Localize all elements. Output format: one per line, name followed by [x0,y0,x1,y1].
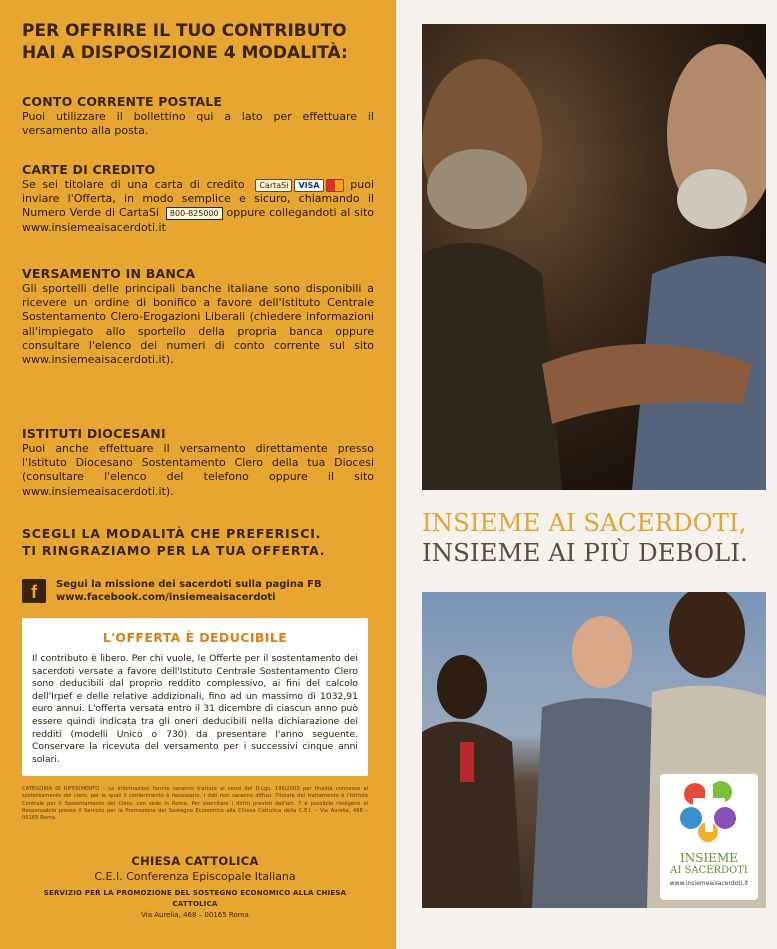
tagline [22,525,382,559]
deductible-title: L'OFFERTA È DEDUCIBILE [102,630,288,645]
org-subtitle: C.E.I. Conferenza Episcopale Italiana [94,870,296,883]
tagline-line2: TI RINGRAZIAMO PER LA TUA OFFERTA. [22,543,326,558]
logo-subtitle: AI SACERDOTI [670,865,748,876]
section-diocesan [22,426,374,499]
section-bank [22,266,374,367]
section-credit-card-body [22,178,374,235]
tagline-line1: SCEGLI LA MODALITÀ CHE PREFERISCI. [22,526,322,541]
facebook-link[interactable]: www.facebook.com/insiemeaisacerdoti [56,592,276,603]
numero-verde-badge: 800-825000 [166,207,223,220]
deductible-body: Il contributo è libero. Per chi vuole, le Offerte per il sostentamento dei sacerdoti versate a favore dell'Istituto Centrale Sostentamento Clero sono deducibili dal proprio reddito complessivo, ai fini del calcolo dell'Irpef e delle relative addizionali, fino ad un massimo di 1032,91 euro annui. L'offerta versata entro il 31 dicembre di ciascun anno può essere quindi indicata tra gli oneri deducibili nella dichiarazione dei redditi (modelli Unico o 730) da presentare l'anno seguente. Conservare la ricevuta del versamento per i successivi cinque anni solari. [32,653,358,765]
facebook-row[interactable] [22,578,362,604]
main-heading-line1: PER OFFRIRE IL TUO CONTRIBUTO [22,21,347,41]
facebook-text [56,578,322,604]
slogan-line1: INSIEME AI SACERDOTI, [422,508,747,537]
section-postal-body: Puoi utilizzare il bollettino qui a lato per effettuare il versamento alla posta. [22,110,374,138]
right-panel [400,0,777,949]
section-postal [22,94,374,138]
slogan [422,508,772,568]
mastercard-logo [326,179,344,192]
card-logos [255,179,343,192]
org-address: Via Aurelia, 468 – 00165 Roma [141,911,249,919]
hands-cross-icon [677,774,741,844]
main-heading-line2: HAI A DISPOSIZIONE 4 MODALITÀ: [22,43,348,63]
org-name: CHIESA CATTOLICA [131,854,259,868]
main-heading [22,20,382,64]
photo-priest-with-youths [422,592,766,908]
credit-card-text-3: oppure collegandoti al sito www.insiemeaisacerdoti.it [22,206,374,234]
section-postal-title: CONTO CORRENTE POSTALE [22,94,223,109]
fineprint: CATEGORIA DI RIFERIMENTO – Le informazioni fornite saranno trattate ai sensi del D.Lgs. 196/2003 per finalità connesse al sostentamento del clero, per le quali il conferimento è necessario. I dati non saranno diffusi. Titolare del trattamento è l'Istituto Centrale per il Sostentamento del Clero, con sede in Roma. Per esercitare i diritti previsti dall'art. 7 è possibile rivolgersi al Responsabile presso il Servizio per la Promozione del Sostegno Economico alla Chiesa Cattolica della C.E.I. – Via Aurelia, 468 – 00165 Roma. [22,786,368,822]
credit-card-text-2: puoi inviare l'Offerta, in modo semplice e sicuro, chiamando il Numero Verde di CartaSi [22,178,375,220]
section-diocesan-body: Puoi anche effettuare il versamento direttamente presso l'Istituto Diocesano Sostentamento Clero della tua Diocesi (consultare l'elenco del telefono oppure il sito www.insiemeaisacerdoti.it). [22,442,374,498]
org-service: SERVIZIO PER LA PROMOZIONE DEL SOSTEGNO ECONOMICO ALLA CHIESA CATTOLICA [43,889,347,908]
visa-logo: VISA [294,179,323,192]
section-bank-body: Gli sportelli delle principali banche italiane sono disponibili a ricevere un ordine di bonifico a favore dell'Istituto Centrale Sostentamento Clero-Erogazioni Liberali (chiedere informazioni all'impiegato allo sportello della propria banca oppure consultare l'elenco dei numeri di conto corrente sul sito www.insiemeaisacerdoti.it). [22,282,374,367]
insieme-logo [660,774,758,900]
logo-title: INSIEME [679,851,738,865]
section-credit-card [22,162,374,235]
photo-two-men-illustration [422,24,766,490]
photo-two-men [422,24,766,490]
deductible-box [22,618,368,776]
section-bank-title: VERSAMENTO IN BANCA [22,266,196,281]
slogan-line2: INSIEME AI PIÙ DEBOLI. [422,538,748,567]
section-credit-card-title: CARTE DI CREDITO [22,162,156,177]
footer-block [22,853,368,921]
logo-url[interactable]: www.insiemeaisacerdoti.it [669,880,749,887]
credit-card-text-1: Se sei titolare di una carta di credito [22,178,245,191]
section-diocesan-title: ISTITUTI DIOCESANI [22,426,166,441]
cartasi-logo: CartaSi [255,179,292,192]
facebook-icon: f [22,579,46,603]
facebook-line1: Segui la missione dei sacerdoti sulla pagina FB [56,579,322,590]
